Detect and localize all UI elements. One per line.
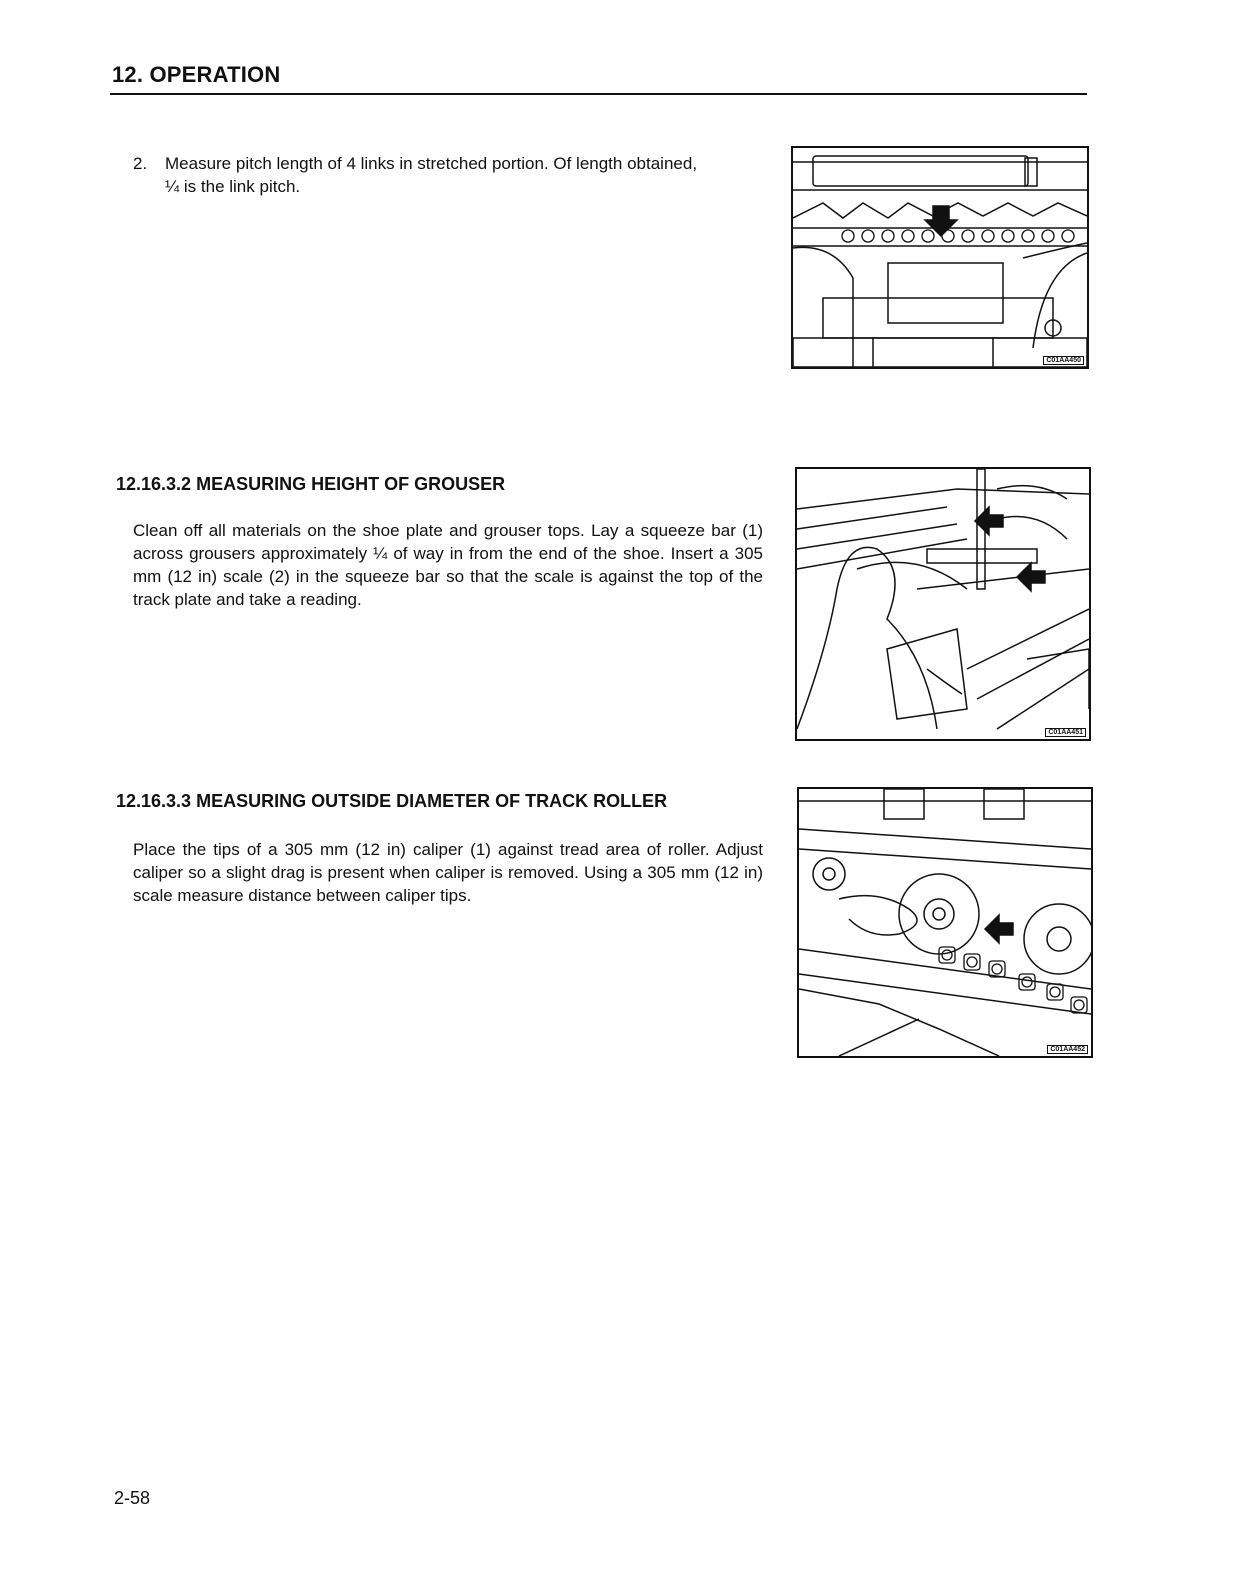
step-number: 2. <box>133 154 148 173</box>
chapter-title: 12. OPERATION <box>112 62 281 87</box>
section-body-grouser: Clean off all materials on the shoe plate and grouser tops. Lay a squeeze bar (1) across grousers approximately ¼ of way in from the end of the shoe. Insert a 305 mm (12 in) scale (2) in the squeeze bar so that the scale is against the top of the track plate and take a reading. <box>133 521 763 609</box>
step-line-1: Measure pitch length of 4 links in stretched portion. Of length obtained, <box>165 154 698 173</box>
figure-link-pitch <box>791 146 1089 369</box>
grouser-measurement-illustration <box>797 469 1089 739</box>
figure-code: C01AA451 <box>1045 728 1086 737</box>
track-roller-illustration <box>799 789 1091 1056</box>
figure-code: C01AA450 <box>1043 356 1084 365</box>
title-rule <box>110 93 1087 95</box>
track-link-illustration <box>793 148 1087 367</box>
figure-code: C01AA452 <box>1047 1045 1088 1054</box>
step-line-2: ¼ is the link pitch. <box>165 177 301 196</box>
section-heading-grouser: 12.16.3.2 MEASURING HEIGHT OF GROUSER <box>116 474 506 494</box>
step-text <box>165 152 773 198</box>
page-number: 2-58 <box>114 1488 151 1508</box>
section-heading-roller: 12.16.3.3 MEASURING OUTSIDE DIAMETER OF TRACK ROLLER <box>116 791 668 811</box>
section-body-roller: Place the tips of a 305 mm (12 in) caliper (1) against tread area of roller. Adjust caliper so a slight drag is present when caliper is removed. Using a 305 mm (12 in) scale measure distance between caliper tips. <box>133 840 763 905</box>
figure-track-roller <box>797 787 1093 1058</box>
figure-grouser-height <box>795 467 1091 741</box>
step-2 <box>133 152 773 198</box>
